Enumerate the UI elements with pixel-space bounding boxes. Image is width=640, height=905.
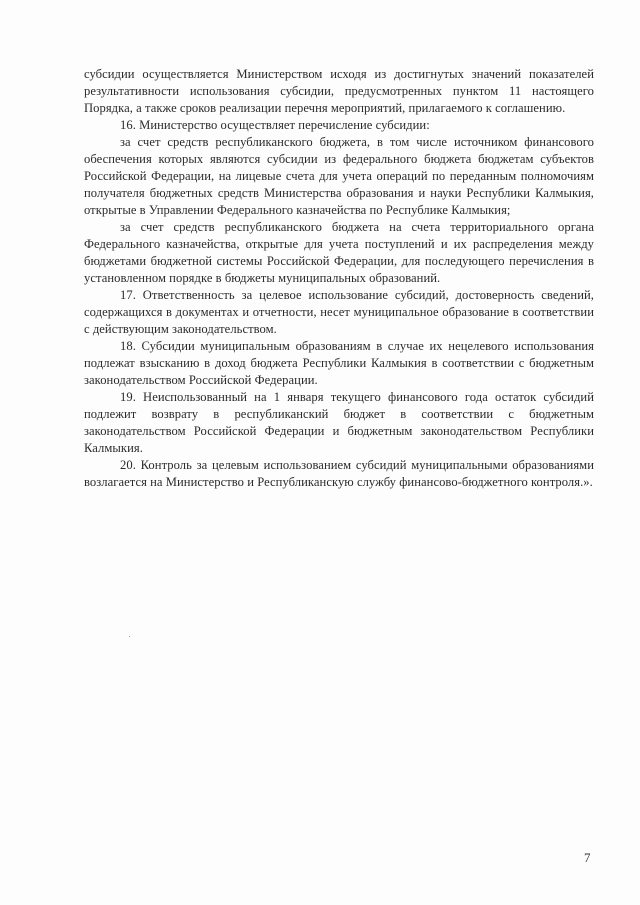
paragraph-federal-funds: за счет средств республиканского бюджета, в том числе источником финансового обеспечения которых являются субсидии из федерального бюджета бюджетам субъектов Российской Федерации, на лицевые счета для учета операций по переданным полномочиям получателя бюджетных средств Министерства образования и науки Республики Калмыкия, открытые в Управлении Федерального казначейства по Республике Калмыкия;	[84, 135, 594, 217]
paragraph-item-19: 19. Неиспользованный на 1 января текущего финансового года остаток субсидий подлежит возврату в республиканский бюджет в соответствии с бюджетным законодательством Российской Федерации и бюджетным законодательством Республики Калмыкия.	[84, 390, 594, 455]
paragraph-item-18: 18. Субсидии муниципальным образованиям в случае их нецелевого использования подлежат взысканию в доход бюджета Республики Калмыкия в соответствии с бюджетным законодательством Российской Федерации.	[84, 339, 594, 387]
paragraph-item-17: 17. Ответственность за целевое использование субсидий, достоверность сведений, содержащихся в документах и отчетности, несет муниципальное образование в соответствии с действующим законодательством.	[84, 288, 594, 336]
paragraph-treasury-accounts: за счет средств республиканского бюджета на счета территориального органа Федерального казначейства, открытые для учета поступлений и их распределения между бюджетами бюджетной системы Российской Федерации, для последующего перечисления в установленном порядке в бюджеты муниципальных образований.	[84, 220, 594, 285]
page-number: 7	[584, 850, 591, 865]
paragraph-item-16: 16. Министерство осуществляет перечисление субсидии:	[120, 118, 430, 132]
document-body	[84, 66, 594, 491]
paragraph-item-20: 20. Контроль за целевым использованием субсидий муниципальными образованиями возлагается на Министерство и Республиканскую службу финансово-бюджетного контроля.».	[84, 458, 594, 489]
paragraph-continuation: субсидии осуществляется Министерством исходя из достигнутых значений показателей результативности использования субсидии, предусмотренных пунктом 11 настоящего Порядка, а также сроков реализации перечня мероприятий, прилагаемого к соглашению.	[84, 67, 594, 115]
scan-speck	[129, 636, 130, 637]
